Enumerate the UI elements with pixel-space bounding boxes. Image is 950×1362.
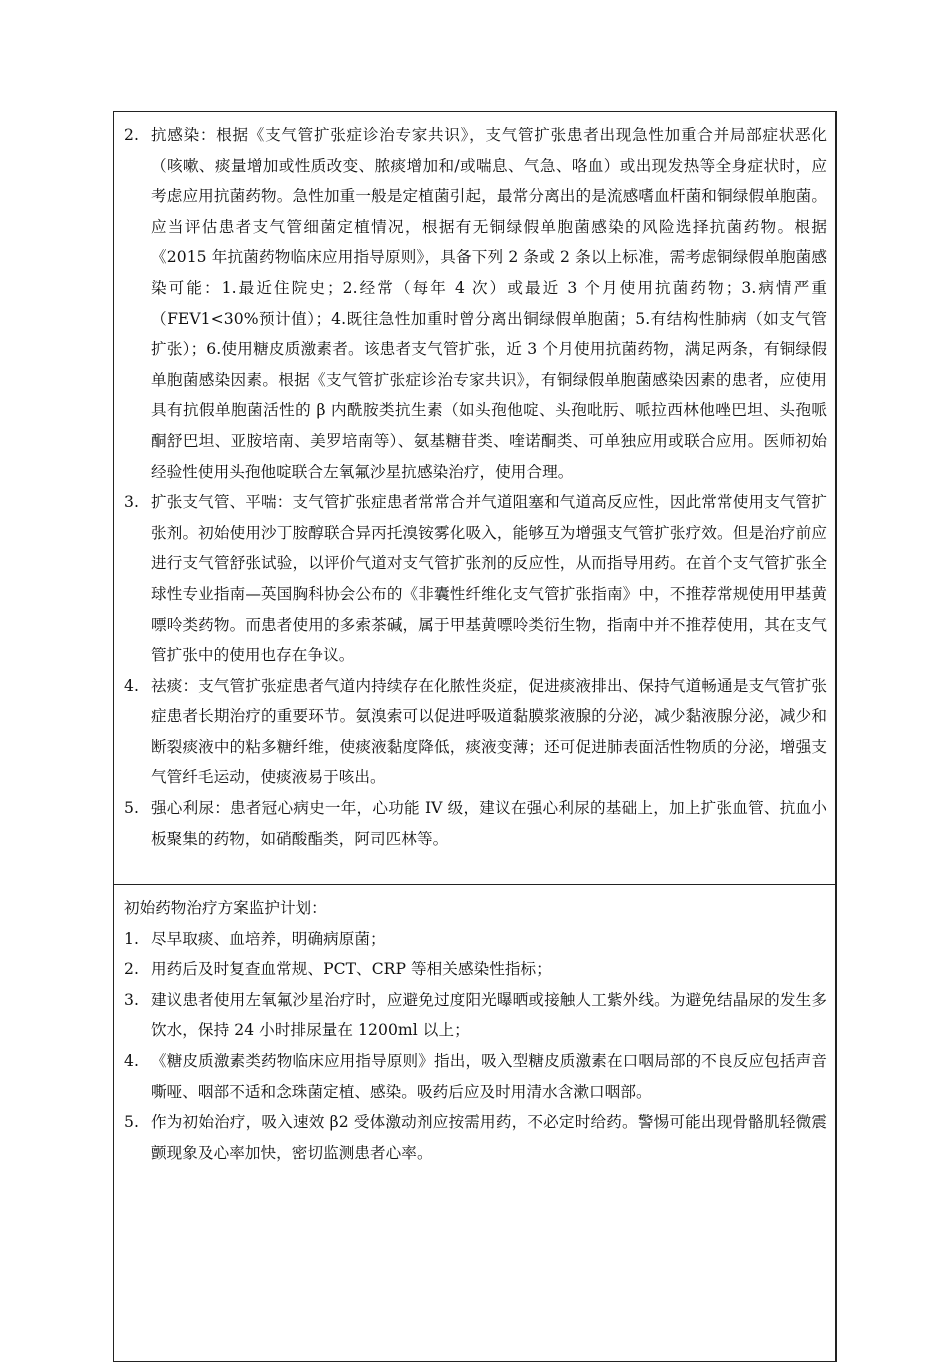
list-item	[124, 671, 827, 793]
item-text: 扩张支气管、平喘：支气管扩张症患者常常合并气道阻塞和气道高反应性，因此常常使用支气管扩张剂。初始使用沙丁胺醇联合异丙托溴铵雾化吸入，能够互为增强支气管扩张疗效。但是治疗前应进行支气管舒张试验，以评价气道对支气管扩张剂的反应性，从而指导用药。在首个支气管扩张全球性专业指南—英国胸科协会公布的《非囊性纤维化支气管扩张指南》中，不推荐常规使用甲基黄嘌呤类药物。而患者使用的多索茶碱，属于甲基黄嘌呤类衍生物，指南中并不推荐使用，其在支气管扩张中的使用也存在争议。	[151, 493, 827, 665]
item-number: 3.	[124, 493, 139, 512]
item-number: 2.	[124, 126, 139, 144]
item-number: 4.	[124, 676, 139, 695]
item-text: 建议患者使用左氧氟沙星治疗时，应避免过度阳光曝晒或接触人工紫外线。为避免结晶尿的发生多饮水，保持 24 小时排尿量在 1200ml 以上；	[151, 990, 827, 1040]
item-text: 祛痰：支气管扩张症患者气道内持续存在化脓性炎症，促进痰液排出、保持气道畅通是支气管扩张症患者长期治疗的重要环节。氨溴索可以促进呼吸道黏膜浆液腺的分泌，减少黏液腺分泌，减少和断裂痰液中的粘多糖纤维，使痰液黏度降低，痰液变薄；还可促进肺表面活性物质的分泌，增强支气管纤毛运动，使痰液易于咳出。	[151, 676, 827, 787]
list-item	[124, 120, 827, 487]
item-text: 抗感染：根据《支气管扩张症诊治专家共识》，支气管扩张患者出现急性加重合并局部症状恶化（咳嗽、痰量增加或性质改变、脓痰增加和/或喘息、气急、咯血）或出现发热等全身症状时，应考虑应用抗菌药物。急性加重一般是定植菌引起，最常分离出的是流感嗜血杆菌和铜绿假单胞菌。应当评估患者支气管细菌定植情况，根据有无铜绿假单胞菌感染的风险选择抗菌药物。根据《2015 年抗菌药物临床应用指导原则》，具备下列 2 条或 2 条以上标准，需考虑铜绿假单胞菌感染可能：1.最近住院史；2.经常（每年 4 次）或最近 3 个月使用抗菌药物；3.病情严重（FEV1<30%预计值）；4.既往急性加重时曾分离出铜绿假单胞菌；5.有结构性肺病（如支气管扩张）；6.使用糖皮质激素者。该患者支气管扩张，近 3 个月使用抗菌药物，满足两条，有铜绿假单胞菌感染因素。根据《支气管扩张症诊治专家共识》，有铜绿假单胞菌感染因素的患者，应使用具有抗假单胞菌活性的 β 内酰胺类抗生素（如头孢他啶、头孢吡肟、哌拉西林他唑巴坦、头孢哌酮舒巴坦、亚胺培南、美罗培南等）、氨基糖苷类、喹诺酮类、可单独应用或联合应用。医师初始经验性使用头孢他啶联合左氧氟沙星抗感染治疗，使用合理。	[151, 126, 827, 481]
monitoring-plan-heading: 初始药物治疗方案监护计划：	[124, 899, 327, 917]
list-item	[124, 1046, 827, 1107]
item-text: 《糖皮质激素类药物临床应用指导原则》指出，吸入型糖皮质激素在口咽局部的不良反应包括声音嘶哑、咽部不适和念珠菌定植、感染。吸药后应及时用清水含漱口咽部。	[151, 1051, 827, 1101]
list-item	[124, 793, 827, 854]
analysis-table	[113, 111, 837, 1362]
item-number: 4.	[124, 1051, 139, 1070]
list-item	[124, 924, 827, 955]
item-text: 作为初始治疗，吸入速效 β2 受体激动剂应按需用药，不必定时给药。警惕可能出现骨骼肌轻微震颤现象及心率加快，密切监测患者心率。	[151, 1113, 827, 1162]
item-number: 5.	[124, 1113, 139, 1132]
list-item	[124, 1107, 827, 1168]
list-item	[124, 487, 827, 671]
list-item	[124, 985, 827, 1046]
item-text: 用药后及时复查血常规、PCT、CRP 等相关感染性指标；	[151, 960, 552, 979]
monitoring-plan-cell	[114, 885, 835, 1361]
item-number: 1.	[124, 929, 139, 948]
item-number: 2.	[124, 960, 139, 979]
item-number: 5.	[124, 799, 139, 818]
list-item	[124, 954, 827, 985]
item-number: 3.	[124, 990, 139, 1009]
item-text: 强心利尿：患者冠心病史一年，心功能 IV 级，建议在强心利尿的基础上，加上扩张血管、抗血小板聚集的药物，如硝酸酯类，阿司匹林等。	[151, 799, 827, 848]
drug-analysis-cell	[114, 112, 835, 885]
item-text: 尽早取痰、血培养，明确病原菌；	[151, 929, 386, 948]
